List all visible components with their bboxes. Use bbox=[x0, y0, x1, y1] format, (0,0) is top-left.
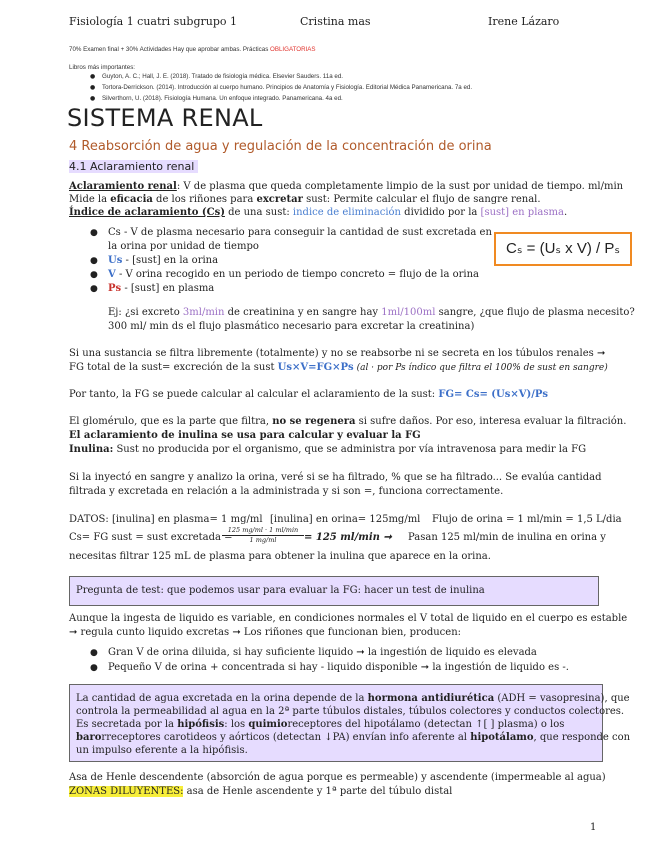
bullet-dot: ● bbox=[90, 270, 98, 280]
bullet-dot: ● bbox=[90, 284, 98, 294]
inulin-definition: Inulina: Sust no producida por el organismo, que se administra por vía intravenosa para medir la FG bbox=[69, 444, 587, 455]
inulin-test-text-cont: filtrada y excretada en relación a la administrada y si son =, funciona correctamente. bbox=[69, 486, 504, 497]
bullet-dot: ● bbox=[90, 663, 98, 673]
books-title: Libros más importantes: bbox=[69, 64, 136, 71]
bullet-dot: ● bbox=[90, 648, 98, 658]
evaluation-note: 70% Examen final + 30% Actividades Hay que aprobar ambas. Prácticas OBLIGATORIAS bbox=[69, 46, 316, 53]
data-plasma-inulin: DATOS: [inulina] en plasma= 1 mg/ml bbox=[69, 514, 263, 525]
adh-box bbox=[69, 684, 631, 762]
diluting-zones-text: ZONAS DILUYENTES: asa de Henle ascendente y 1ª parte del túbulo distal bbox=[69, 786, 453, 797]
book-reference: Silverthorn, U. (2018). Fisiología Humana. Un enfoque integrado. Panamericana. 4a ed. bbox=[102, 95, 343, 102]
page-title: SISTEMA RENAL bbox=[67, 104, 263, 132]
inulin-clearance-heading: El aclaramiento de inulina se usa para calcular y evaluar la FG bbox=[69, 430, 421, 441]
definition-efficacy: Mide la eficacia de los riñones para excretar sust: Permite calcular el flujo de sangre renal. bbox=[69, 194, 541, 205]
header-center: Cristina mas bbox=[300, 15, 371, 28]
calc-explanation: Pasan 125 ml/min de inulina en orina y bbox=[408, 532, 606, 543]
fg-clearance-text: Por tanto, la FG se puede calcular al calcular el aclaramiento de la sust: FG= Cs= (Us×V)/Ps bbox=[69, 389, 549, 400]
definition-index: Índice de aclaramiento (Cs) de una sust: indice de eliminación dividido por la [sust] en plasma. bbox=[69, 207, 568, 218]
example-question: Ej: ¿si excreto 3ml/min de creatinina y en sangre hay 1ml/100ml sangre, ¿que flujo de plasma necesito? bbox=[108, 307, 635, 318]
example-answer: 300 ml/ min ds el flujo plasmático necesario para excretar la creatinina) bbox=[108, 321, 475, 332]
data-urine-flow: Flujo de orina = 1 ml/min = 1,5 L/dia bbox=[432, 514, 622, 525]
glomerulus-text: El glomérulo, que es la parte que filtra, no se regenera si sufre daños. Por eso, interesa evaluar la filtración. bbox=[69, 416, 627, 427]
calc-label: Cs= FG sust = sust excretada = bbox=[69, 532, 233, 543]
list-item-cs-cont: la orina por unidad de tiempo bbox=[108, 241, 259, 252]
calc-result: = 125 ml/min ➞ bbox=[304, 532, 392, 543]
header-right: Irene Lázaro bbox=[488, 15, 560, 28]
section-heading: 4 Reabsorción de agua y regulación de la concentración de orina bbox=[69, 139, 492, 154]
list-item-concentrated: Pequeño V de orina + concentrada si hay - liquido disponible ➞ la ingestión de liquido es -. bbox=[108, 662, 569, 673]
list-item-diluted: Gran V de orina diluida, si hay suficiente liquido ➞ la ingestión de liquido es elevada bbox=[108, 647, 537, 658]
fg-total-text: FG total de la sust= excreción de la sust Us×V=FG×Ps (al · por Ps índico que filtra el 100% de sust en sangre) bbox=[69, 362, 608, 373]
test-question-text: Pregunta de test: que podemos usar para evaluar la FG: hacer un test de inulina bbox=[76, 585, 485, 596]
adh-line-2: controla la permeabilidad al agua en la 2ª parte túbulos distales, túbulos colectores y conductos colectores. bbox=[76, 706, 625, 717]
free-filtration-text: Si una sustancia se filtra libremente (totalmente) y no se reabsorbe ni se secreta en los túbulos renales ➞ bbox=[69, 348, 606, 359]
bullet-dot: ● bbox=[90, 228, 98, 238]
subsection-heading: 4.1 Aclaramiento renal bbox=[69, 160, 198, 173]
definition-clearance: Aclaramiento renal: V de plasma que queda completamente limpio de la sust por unidad de tiempo. ml/min bbox=[69, 181, 624, 192]
calc-explanation-cont: necesitas filtrar 125 mL de plasma para obtener la inulina que aparece en la orina. bbox=[69, 551, 491, 562]
inulin-test-text: Si la inyectó en sangre y analizo la orina, veré si se ha filtrado, % que se ha filtrado... Se evalúa cantidad bbox=[69, 472, 602, 483]
book-reference: Guyton, A. C.; Hall, J. E. (2018). Tratado de fisiología médica. Elsevier Sauders. 11a ed. bbox=[102, 73, 343, 80]
fraction-denominator: 1 mg/ml bbox=[249, 536, 277, 544]
header-left: Fisiología 1 cuatri subgrupo 1 bbox=[69, 15, 237, 28]
clearance-formula: Cₛ = (Uₛ x V) / Pₛ bbox=[494, 232, 632, 266]
bullet-dot: ● bbox=[90, 73, 96, 80]
list-item-ps: Ps - [sust] en plasma bbox=[108, 283, 215, 294]
bullet-dot: ● bbox=[90, 95, 96, 102]
bullet-dot: ● bbox=[90, 256, 98, 266]
list-item-us: Us - [sust] en la orina bbox=[108, 255, 219, 266]
list-item-v: V - V orina recogido en un periodo de tiempo concreto = flujo de la orina bbox=[108, 269, 480, 280]
calc-fraction bbox=[222, 526, 304, 545]
test-question-box bbox=[69, 576, 599, 606]
adh-line-4: barorreceptores carotideos y aórticos (detectan ↓PA) envían info aferente al hipotálamo, que responde con bbox=[76, 732, 631, 743]
fraction-numerator: 125 mg/ml · 1 ml/min bbox=[222, 526, 304, 536]
page-number: 1 bbox=[590, 822, 597, 833]
adh-line-5: un impulso eferente a la hipófisis. bbox=[76, 745, 248, 756]
data-urine-inulin: [inulina] en orina= 125mg/ml bbox=[270, 514, 421, 525]
liquid-intake-text-cont: ➞ regula cunto liquido excretas ➞ Los riñones que funcionan bien, producen: bbox=[69, 627, 462, 638]
list-item-cs: Cs - V de plasma necesario para conseguir la cantidad de sust excretada en bbox=[108, 227, 492, 238]
book-reference: Tortora-Derrickson. (2014). Introducción al cuerpo humano. Principios de Anatomía y Fisiología. Editorial Médica Panamericana. 7a ed. bbox=[102, 84, 473, 91]
liquid-intake-text: Aunque la ingesta de liquido es variable, en condiciones normales el V total de liquido en el cuerpo es estable bbox=[69, 613, 628, 624]
adh-line-3: Es secretada por la hipófisis: los quimioreceptores del hipotálamo (detectan ↑[ ] plasma) o los bbox=[76, 719, 565, 730]
henle-loop-text: Asa de Henle descendente (absorción de agua porque es permeable) y ascendente (impermeable al agua) bbox=[69, 772, 606, 783]
bullet-dot: ● bbox=[90, 84, 96, 91]
adh-line-1: La cantidad de agua excretada en la orina depende de la hormona antidiurética (ADH = vasopresina), que bbox=[76, 693, 630, 704]
